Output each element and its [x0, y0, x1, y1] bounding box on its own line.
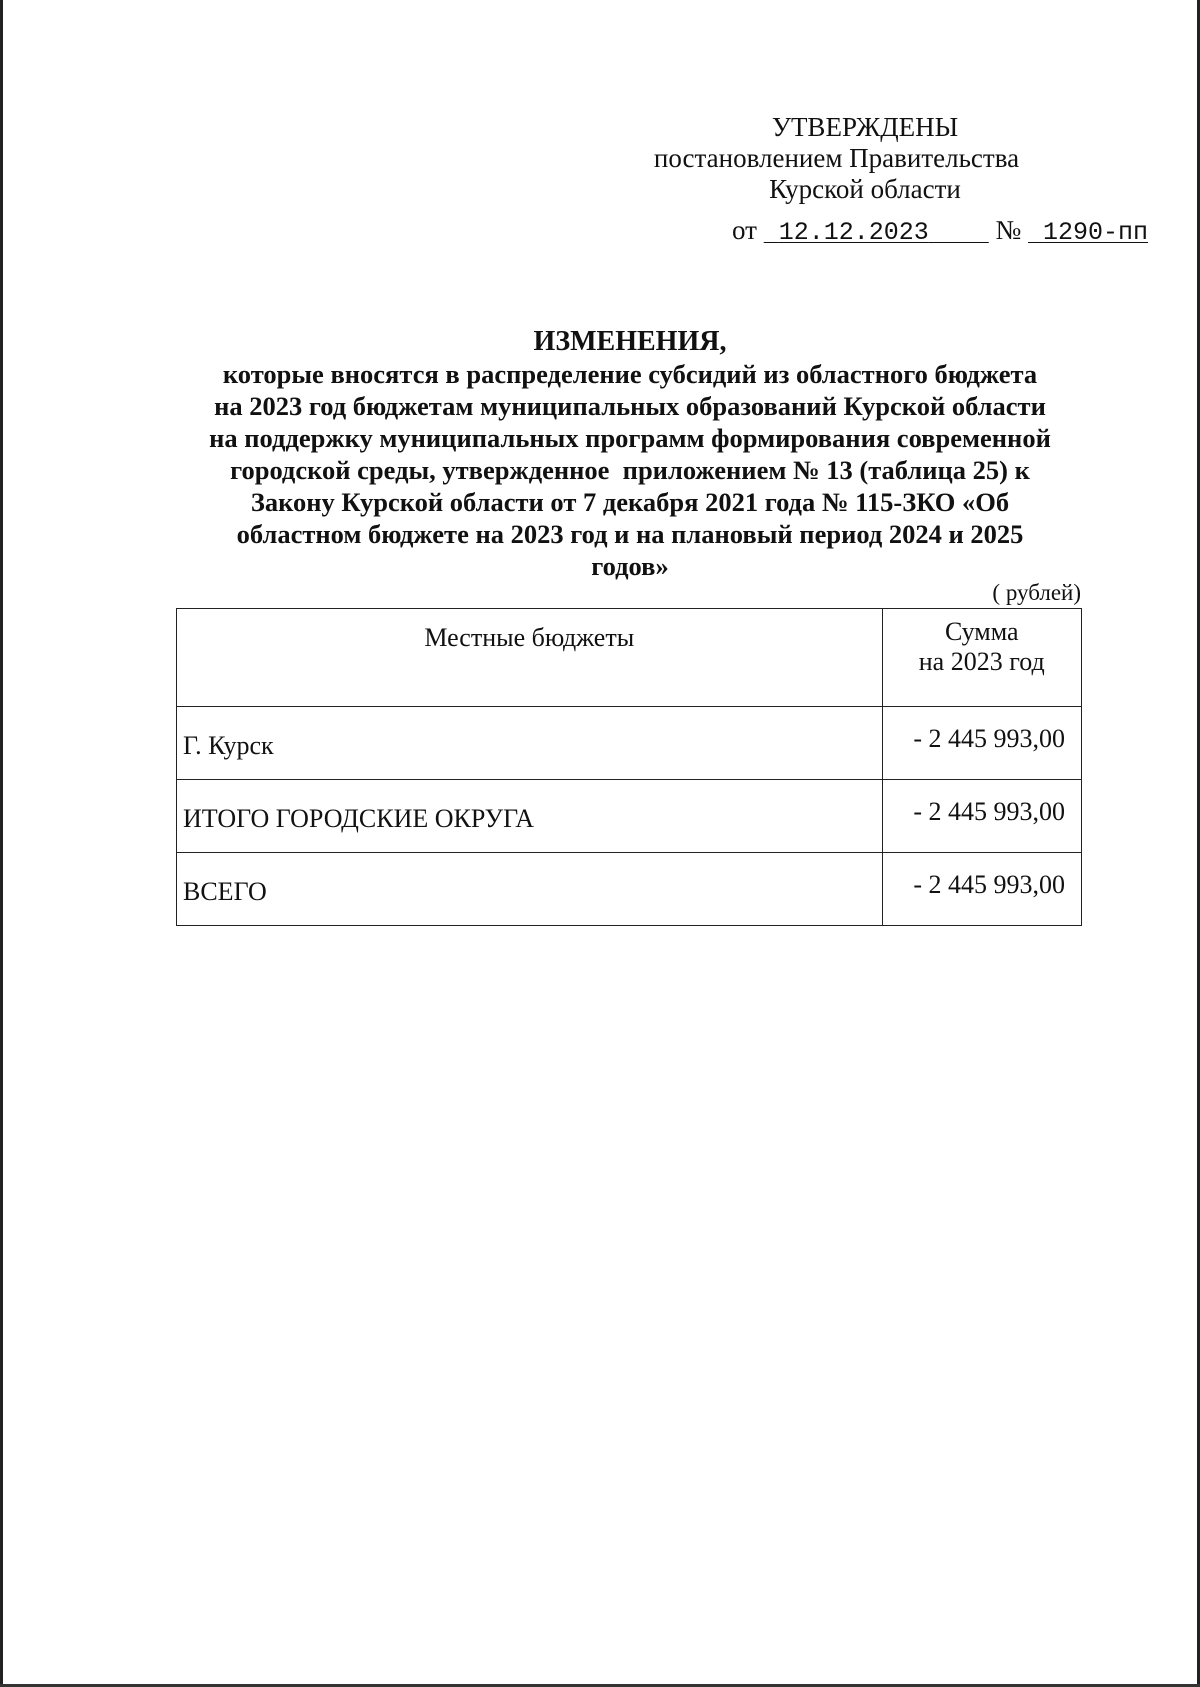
header-sum-line-2: на 2023 год [918, 647, 1045, 676]
heading-line-5: Закону Курской области от 7 декабря 2021 года № 115-ЗКО «Об [250, 487, 1010, 517]
row-sum: - 2 445 993,00 [882, 780, 1082, 853]
header-sum [882, 609, 1082, 707]
heading-line-3: на поддержку муниципальных программ формирования современной [209, 423, 1051, 453]
heading-line-2: на 2023 год бюджетам муниципальных образований Курской области [214, 391, 1046, 421]
heading-line-7: годов» [591, 551, 669, 581]
heading-title: ИЗМЕНЕНИЯ, [533, 326, 727, 357]
budget-table [176, 608, 1082, 926]
date-prefix: от [732, 215, 757, 245]
table-row [177, 853, 1082, 926]
approval-date-row [732, 215, 1148, 248]
header-local-budgets: Местные бюджеты [177, 609, 883, 707]
header-sum-line-1: Сумма [944, 617, 1019, 646]
table-header-row [177, 609, 1082, 707]
approval-title: УТВЕРЖДЕНЫ [771, 112, 959, 142]
table-row [177, 707, 1082, 780]
row-name: ВСЕГО [177, 853, 883, 926]
row-sum: - 2 445 993,00 [882, 853, 1082, 926]
approval-block [640, 112, 1149, 247]
heading-line-4: городской среды, утвержденное приложением № 13 (таблица 25) к [230, 455, 1030, 485]
heading-line-6: областном бюджете на 2023 год и на плановый период 2024 и 2025 [236, 519, 1024, 549]
row-name: Г. Курск [177, 707, 883, 780]
approval-line-2: постановлением Правительства [653, 143, 1020, 173]
unit-label: ( рублей) [992, 580, 1081, 605]
approval-line-3: Курской области [769, 174, 961, 204]
document-heading [170, 326, 1090, 582]
heading-line-1: которые вносятся в распределение субсидий из областного бюджета [222, 359, 1038, 389]
number-prefix: № [995, 215, 1022, 245]
row-sum: - 2 445 993,00 [882, 707, 1082, 780]
scan-edge-left [0, 0, 3, 1687]
approval-number: 1290-пп [1043, 218, 1149, 247]
table-row [177, 780, 1082, 853]
approval-date: 12.12.2023 [778, 218, 929, 247]
row-name: ИТОГО ГОРОДСКИЕ ОКРУГА [177, 780, 883, 853]
